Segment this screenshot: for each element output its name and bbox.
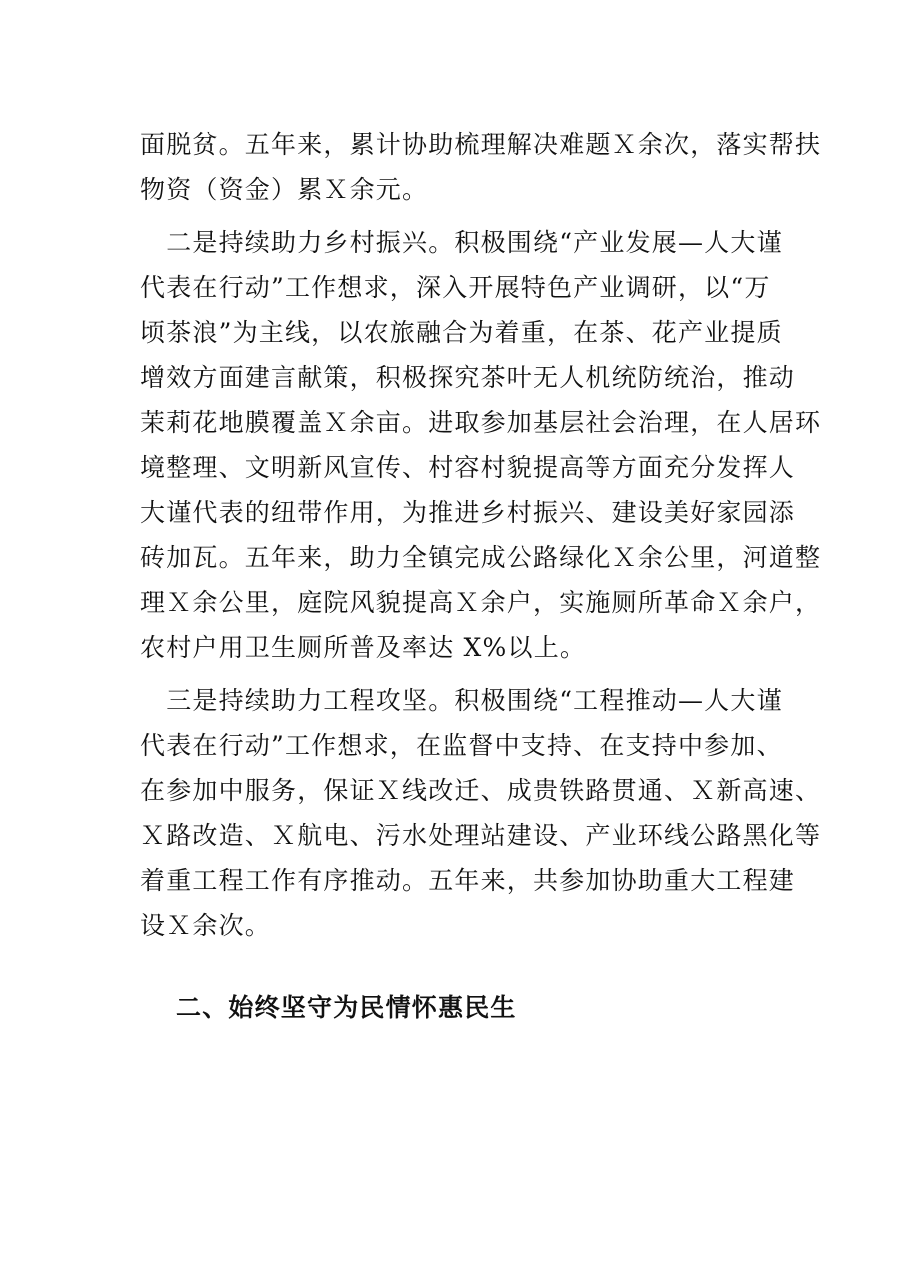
- paragraph-line: 二是持续助力乡村振兴。积极围绕“产业发展—人大谨: [140, 228, 783, 257]
- paragraph-line: 三是持续助力工程攻坚。积极围绕“工程推动—人大谨: [140, 686, 783, 715]
- paragraph-line: 代表在行动”工作想求，在监督中支持、在支持中参加、: [140, 731, 783, 760]
- section-heading: 二、始终坚守为民情怀惠民生: [176, 993, 517, 1022]
- paragraph-line: 设Ｘ余次。: [140, 911, 272, 940]
- paragraph-line: 农村户用卫生厕所普及率达 X%以上。: [140, 633, 587, 662]
- paragraph-line: 面脱贫。五年来，累计协助梳理解决难题Ｘ余次，落实帮扶: [140, 130, 822, 159]
- paragraph-line: 着重工程工作有序推动。五年来，共参加协助重大工程建: [140, 866, 796, 895]
- paragraph-line: 顷茶浪”为主线，以农旅融合为着重，在茶、花产业提质: [140, 318, 783, 347]
- paragraph-line: 物资（资金）累Ｘ余元。: [140, 175, 429, 204]
- paragraph-line: 境整理、文明新风宣传、村容村貌提高等方面充分发挥人: [140, 453, 796, 482]
- paragraph-line: 增效方面建言献策，积极探究茶叶无人机统防统治，推动: [140, 363, 796, 392]
- paragraph-line: 大谨代表的纽带作用，为推进乡村振兴、建设美好家园添: [140, 498, 796, 527]
- paragraph-line: 茉莉花地膜覆盖Ｘ余亩。进取参加基层社会治理，在人居环: [140, 408, 822, 437]
- paragraph-line: 代表在行动”工作想求，深入开展特色产业调研，以“万: [140, 273, 771, 302]
- paragraph-line: 砖加瓦。五年来，助力全镇完成公路绿化Ｘ余公里，河道整: [140, 543, 822, 572]
- paragraph-line: Ｘ路改造、Ｘ航电、污水处理站建设、产业环线公路黑化等: [140, 821, 822, 850]
- paragraph-line: 理Ｘ余公里，庭院风貌提高Ｘ余户，实施厕所革命Ｘ余户，: [140, 588, 822, 617]
- paragraph-line: 在参加中服务，保证Ｘ线改迁、成贵铁路贯通、Ｘ新高速、: [140, 776, 822, 805]
